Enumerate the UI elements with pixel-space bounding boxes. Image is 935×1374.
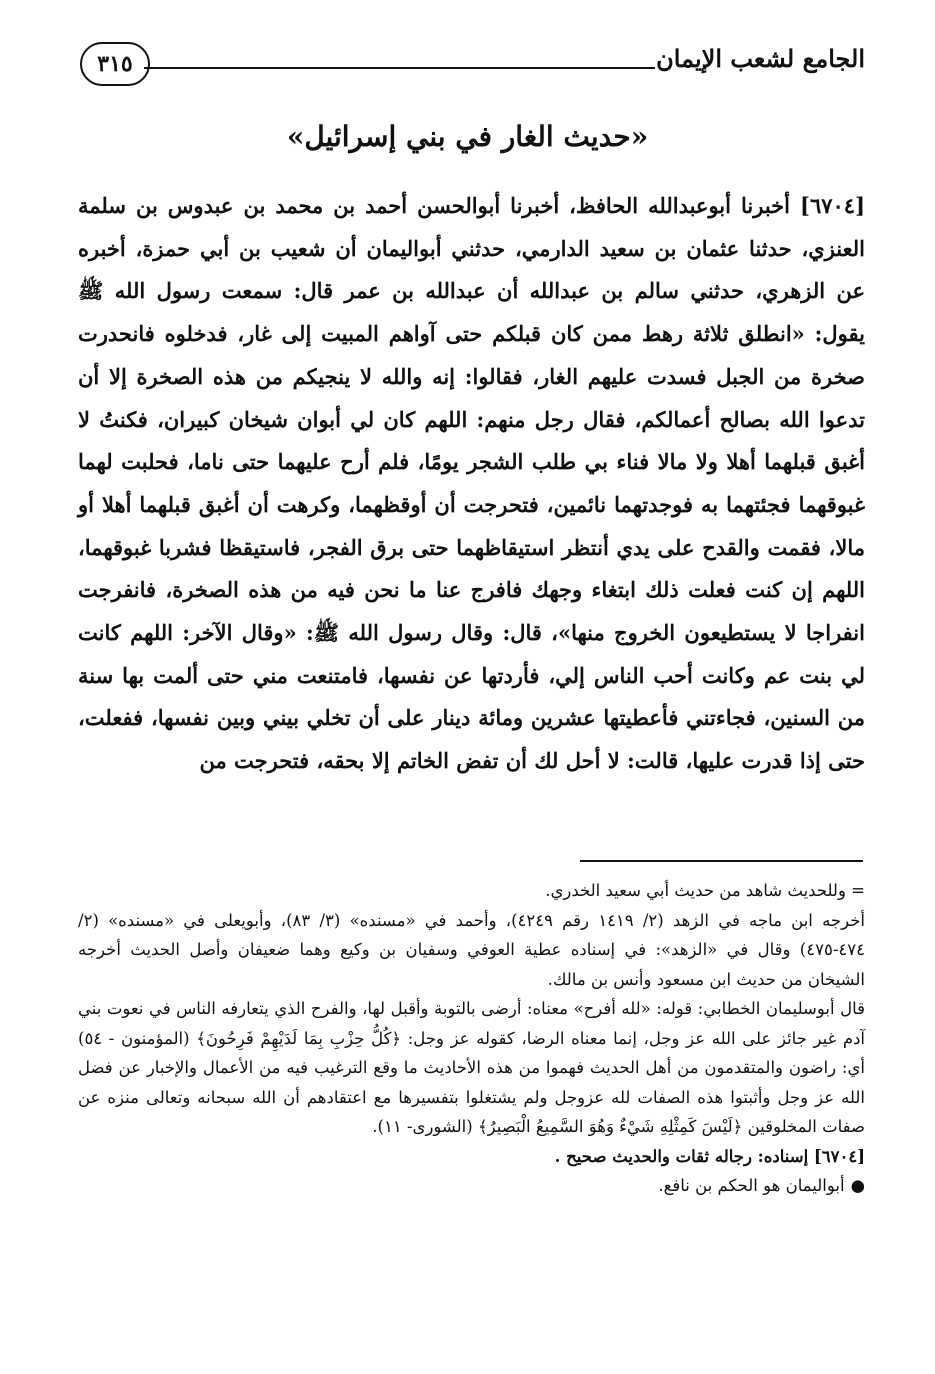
book-title: الجامع لشعب الإيمان (656, 44, 865, 73)
main-text (78, 185, 865, 783)
footnote-note-text: أبواليمان هو الحكم بن نافع. (658, 1176, 845, 1195)
footnote-takhrij: أخرجه ابن ماجه في الزهد (٢/ ١٤١٩ رقم ٤٢٤٩)، وأحمد في «مسنده» (٣/ ٨٣)، وأبويعلى في «مسنده» (٢/ ٤٧٤-٤٧٥) وقال في «الزهد»: في إسناده عطية العوفي وسفيان بن وكيع وهما ضعيفان وأصل الحديث أخرجه الشيخان من حديث ابن مسعود وأنس بن مالك. (78, 910, 866, 989)
footnote-grading: [٦٧٠٤] إسناده: رجاله ثقات والحديث صحيح . (554, 1146, 865, 1166)
chapter-title: «حديث الغار في بني إسرائيل» (286, 120, 649, 153)
page-number: ٣١٥ (80, 42, 150, 86)
footnote-khattabi: قال أبوسليمان الخطابي: قوله: «لله أفرح» معناه: أرضى بالتوبة وأقبل لها، والفرح الذي يتعارفه الناس في نعوت بني آدم غير جائز على الله عز وجل، إنما معناه الرضا، كقوله عز وجل: ﴿كُلُّ حِزْبِ بِمَا لَدَيْهِمْ فَرِحُونَ﴾ (المؤمنون - ٥٤) أي: راضون والمتقدمون من أهل الحديث فهموا من هذه الأحاديث ما وقع الترغيب فيه من الأعمال والإخبار عن فضل الله عز وجل وأثبتوا هذه الصفات لله عزوجل ولم يشتغلوا بتفسيرها مع اعتقادهم أن الله سبحانه وتعالى منزه عن صفات المخلوقين ﴿لَيْسَ كَمِثْلِهِ شَيْءٌ وَهُوَ السَّمِيعُ الْبَصِيرُ﴾ (الشورى- ١١). (78, 999, 865, 1136)
bullet-icon: ● (850, 1176, 865, 1195)
footnote-continuation: = وللحديث شاهد من حديث أبي سعيد الخدري. (545, 881, 865, 900)
header-rule (144, 67, 655, 69)
hadith-paragraph: [٦٧٠٤] أخبرنا أبوعبدالله الحافظ، أخبرنا أبوالحسن أحمد بن محمد بن عبدوس بن سلمة العنزي، حدثنا عثمان بن سعيد الدارمي، حدثني أبواليمان أن شعيب بن أبي حمزة، أخبره عن الزهري، حدثني سالم بن عبدالله أن عبدالله بن عمر قال: سمعت رسول الله ﷺ يقول: «انطلق ثلاثة رهط ممن كان قبلكم حتى آواهم المبيت إلى غار، فدخلوه فانحدرت صخرة من الجبل فسدت عليهم الغار، فقالوا: إنه والله لا ينجيكم من هذه الصخرة إلا أن تدعوا الله بصالح أعمالكم، فقال رجل منهم: اللهم كان لي أبوان شيخان كبيران، فكنتُ لا أغبق قبلهما أهلا ولا مالا فناء بي طلب الشجر يومًا، فلم أرح عليهما حتى ناما، فحلبت لهما غبوقهما فجئتهما به فوجدتهما نائمين، فتحرجت أن أوقظهما، وكرهت أن أغبق قبلهما أهلا أو مالا، فقمت والقدح على يدي أنتظر استيقاظهما حتى برق الفجر، فاستيقظا فشربا غبوقهما، اللهم إن كنت فعلت ذلك ابتغاء وجهك فافرج عنا ما نحن فيه من هذه الصخرة، فانفرجت انفراجا لا يستطيعون الخروج منها»، قال: وقال رسول الله ﷺ: «وقال الآخر: اللهم كانت لي بنت عم وكانت أحب الناس إلي، فأردتها عن نفسها، فامتنعت مني حتى ألمت بها سنة من السنين، فجاءتني فأعطيتها عشرين ومائة دينار على أن تخلي بيني وبين نفسها، ففعلت، حتى إذا قدرت عليها، قالت: لا أحل لك أن تفض الخاتم إلا بحقه، فتحرجت من (78, 193, 865, 774)
running-header (80, 38, 865, 90)
footnote-note (78, 1171, 865, 1201)
footnote-rule (580, 860, 863, 862)
footnotes (78, 876, 865, 1201)
